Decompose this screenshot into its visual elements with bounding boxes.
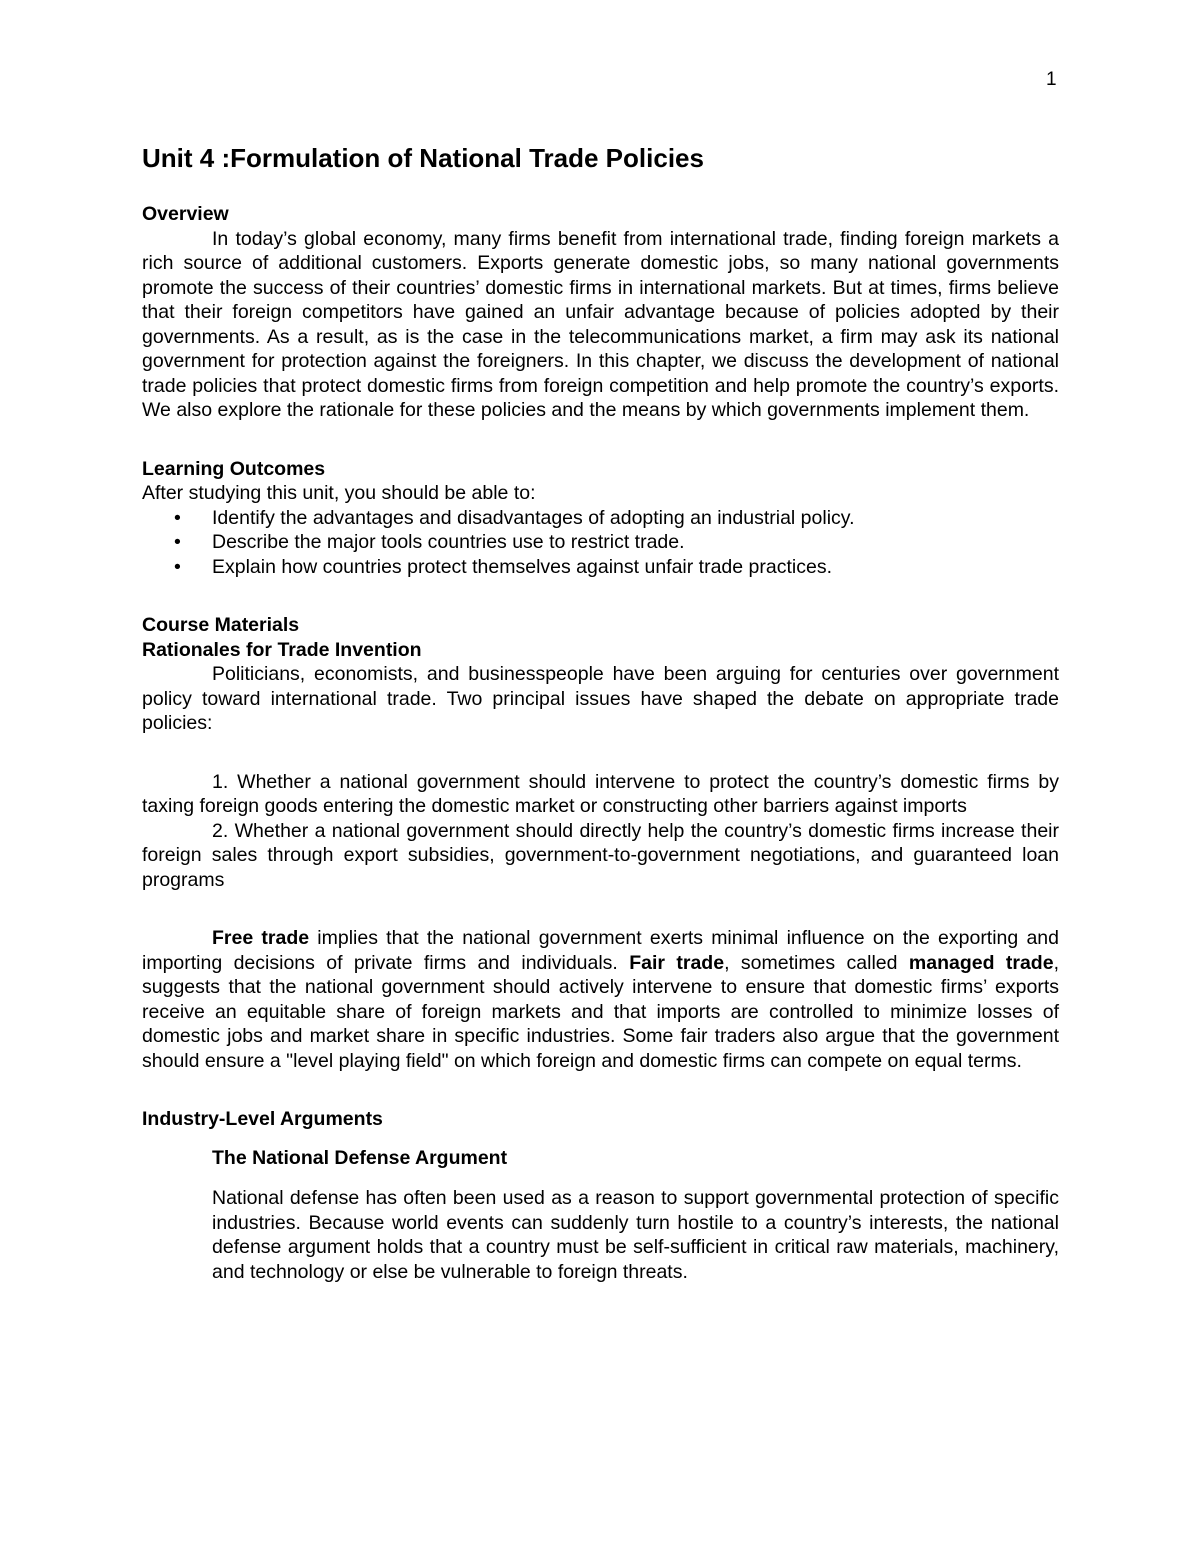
- bullet-icon: •: [174, 531, 181, 553]
- free-trade-term: Free trade: [212, 927, 310, 949]
- list-item-text: Describe the major tools countries use to restrict trade.: [212, 531, 685, 553]
- bullet-icon: •: [174, 506, 181, 529]
- list-item: [142, 506, 1059, 531]
- national-defense-paragraph: National defense has often been used as a reason to support governmental protection of specific industries. Because world events can suddenly turn hostile to a country’s interests, the national defense argument holds that a country must be self-sufficient in critical raw materials, machinery, and technology or else be vulnerable to foreign threats.: [212, 1187, 1059, 1283]
- page-number: 1: [1046, 69, 1057, 90]
- issue-item-2: 2. Whether a national government should directly help the country’s domestic firms increase their foreign sales through export subsidies, government-to-government negotiations, and guaranteed loan programs: [142, 819, 1059, 891]
- overview-section: [142, 202, 1059, 423]
- national-defense-heading: The National Defense Argument: [212, 1146, 508, 1169]
- list-item-text: Explain how countries protect themselves against unfair trade practices.: [212, 555, 832, 578]
- learning-outcomes-heading: Learning Outcomes: [142, 457, 326, 480]
- industry-level-section: [142, 1107, 1059, 1284]
- list-item: [142, 555, 1059, 580]
- course-materials-heading: Course Materials: [142, 614, 300, 636]
- managed-trade-text: , suggests that the national government should actively intervene to ensure that domestic firms’ exports receive an equitable share of foreign markets and that imports are controlled to minimize losses of domestic jobs and market share in specific industries. Some fair traders also argue that the government should ensure a "level playing field" on which foreign and domestic firms can compete on equal terms.: [142, 951, 1059, 1072]
- fair-trade-text: , sometimes called: [724, 951, 909, 974]
- learning-outcomes-list: [142, 506, 1059, 580]
- learning-outcomes-section: [142, 457, 1059, 580]
- course-materials-section: [142, 613, 1059, 1073]
- list-item-text: Identify the advantages and disadvantages of adopting an industrial policy.: [212, 506, 855, 529]
- managed-trade-term: managed trade: [908, 951, 1054, 974]
- list-item: [142, 530, 1059, 555]
- industry-level-heading: Industry-Level Arguments: [142, 1108, 383, 1130]
- free-fair-trade-paragraph: [142, 926, 1059, 1073]
- page-content: [142, 142, 1059, 1284]
- learning-outcomes-intro: After studying this unit, you should be able to:: [142, 482, 536, 504]
- overview-heading: Overview: [142, 203, 229, 225]
- rationales-intro-paragraph: Politicians, economists, and businesspeople have been arguing for centuries over government policy toward international trade. Two principal issues have shaped the debate on appropriate trade policies:: [142, 663, 1059, 734]
- bullet-icon: •: [174, 555, 181, 578]
- unit-title: Unit 4 :Formulation of National Trade Policies: [142, 143, 704, 173]
- fair-trade-term: Fair trade: [629, 951, 725, 974]
- issue-item-1: 1. Whether a national government should intervene to protect the country’s domestic firms by taxing foreign goods entering the domestic market or constructing other barriers against imports: [142, 770, 1059, 817]
- national-defense-block: [142, 1146, 1059, 1285]
- overview-paragraph: In today’s global economy, many firms benefit from international trade, finding foreign markets a rich source of additional customers. Exports generate domestic jobs, so many national governments promote the success of their countries’ domestic firms in international markets. But at times, firms believe that their foreign competitors have gained an unfair advantage because of policies adopted by their governments. As a result, as is the case in the telecommunications market, a firm may ask its national government for protection against the foreigners. In this chapter, we discuss the development of national trade policies that protect domestic firms from foreign competition and help promote the country’s exports. We also explore the rationale for these policies and the means by which governments implement them.: [142, 227, 1059, 421]
- free-trade-text: implies that the national government exerts minimal influence on the exporting and importing decisions of private firms and individuals.: [142, 927, 1059, 974]
- rationales-heading: Rationales for Trade Invention: [142, 638, 422, 661]
